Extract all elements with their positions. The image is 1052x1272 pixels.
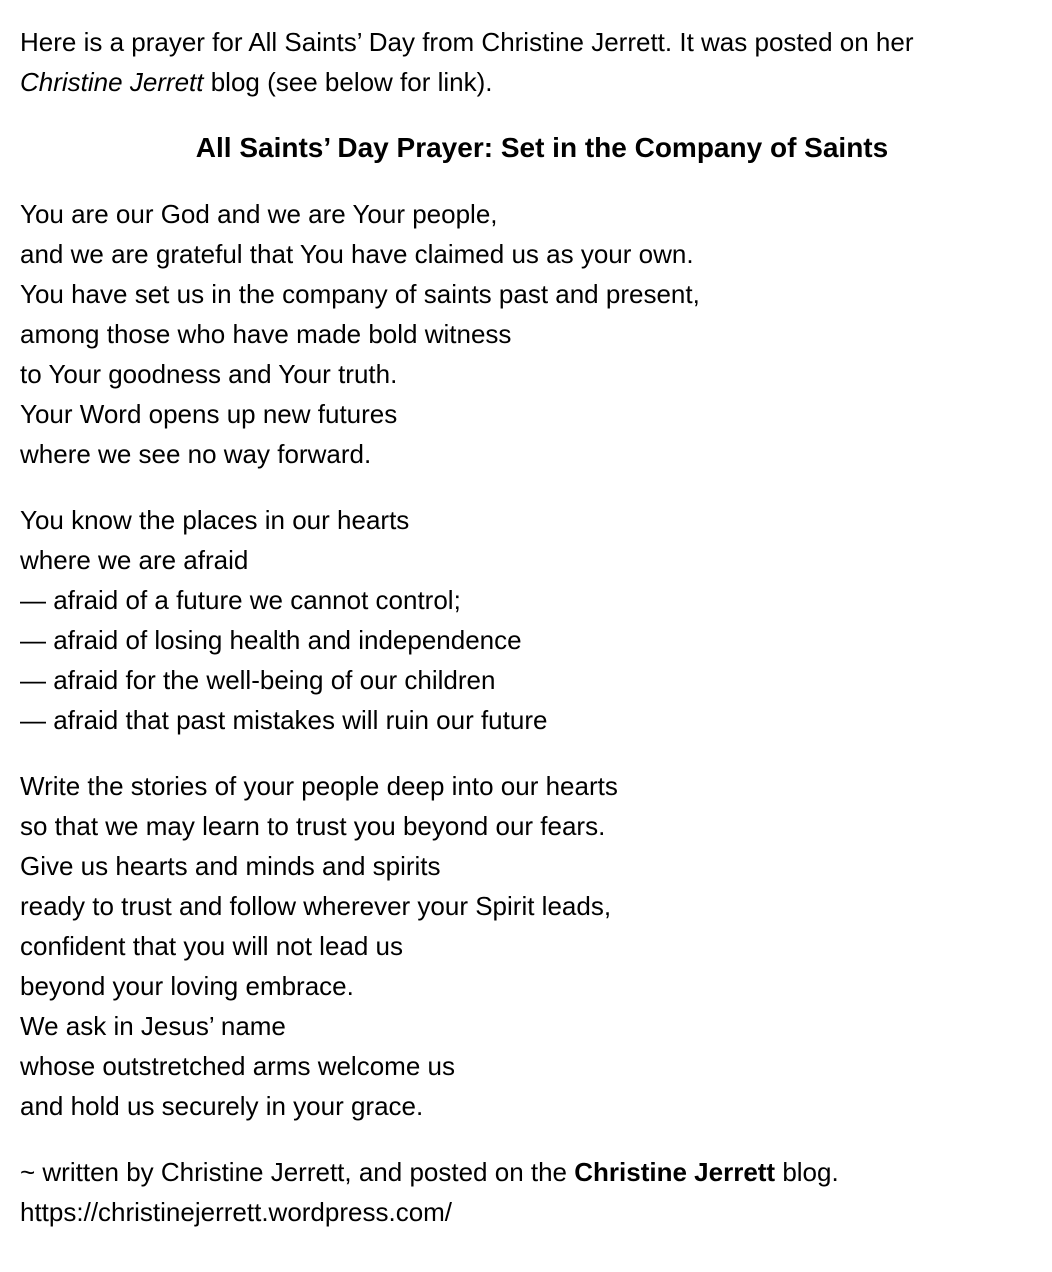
- credit-blog-name: Christine Jerrett: [574, 1157, 776, 1187]
- stanza-3: [20, 766, 1032, 1126]
- prayer-line: Give us hearts and minds and spirits: [20, 851, 441, 881]
- prayer-line: We ask in Jesus’ name: [20, 1011, 286, 1041]
- intro-paragraph: [20, 22, 1032, 102]
- prayer-line: confident that you will not lead us: [20, 931, 404, 961]
- prayer-line: You know the places in our hearts: [20, 505, 410, 535]
- prayer-line: where we are afraid: [20, 545, 249, 575]
- prayer-title: All Saints’ Day Prayer: Set in the Company of Saints: [195, 132, 889, 163]
- intro-blog-name: Christine Jerrett: [20, 67, 204, 97]
- prayer-line: and hold us securely in your grace.: [20, 1091, 424, 1121]
- intro-text-line1: Here is a prayer for All Saints’ Day from Christine Jerrett. It was posted on her: [20, 27, 914, 57]
- prayer-line: ready to trust and follow wherever your Spirit leads,: [20, 891, 612, 921]
- prayer-line: Your Word opens up new futures: [20, 399, 398, 429]
- prayer-line: You have set us in the company of saints past and present,: [20, 279, 700, 309]
- prayer-line: beyond your loving embrace.: [20, 971, 354, 1001]
- intro-text-line2: blog (see below for link).: [203, 67, 493, 97]
- prayer-line: You are our God and we are Your people,: [20, 199, 498, 229]
- credit-paragraph: [20, 1152, 1032, 1232]
- credit-prefix: ~ written by Christine Jerrett, and posted on the: [20, 1157, 575, 1187]
- prayer-line: whose outstretched arms welcome us: [20, 1051, 455, 1081]
- prayer-line: to Your goodness and Your truth.: [20, 359, 398, 389]
- prayer-line: — afraid for the well-being of our children: [20, 665, 496, 695]
- prayer-line: where we see no way forward.: [20, 439, 372, 469]
- prayer-line: — afraid of losing health and independence: [20, 625, 522, 655]
- stanza-1: [20, 194, 1032, 474]
- prayer-line: — afraid that past mistakes will ruin our future: [20, 705, 548, 735]
- prayer-line: Write the stories of your people deep into our hearts: [20, 771, 618, 801]
- stanza-2: [20, 500, 1032, 740]
- prayer-line: — afraid of a future we cannot control;: [20, 585, 461, 615]
- prayer-line: and we are grateful that You have claimed us as your own.: [20, 239, 694, 269]
- blog-link[interactable]: https://christinejerrett.wordpress.com/: [20, 1197, 453, 1227]
- credit-suffix: blog.: [775, 1157, 839, 1187]
- prayer-line: among those who have made bold witness: [20, 319, 512, 349]
- prayer-line: so that we may learn to trust you beyond our fears.: [20, 811, 606, 841]
